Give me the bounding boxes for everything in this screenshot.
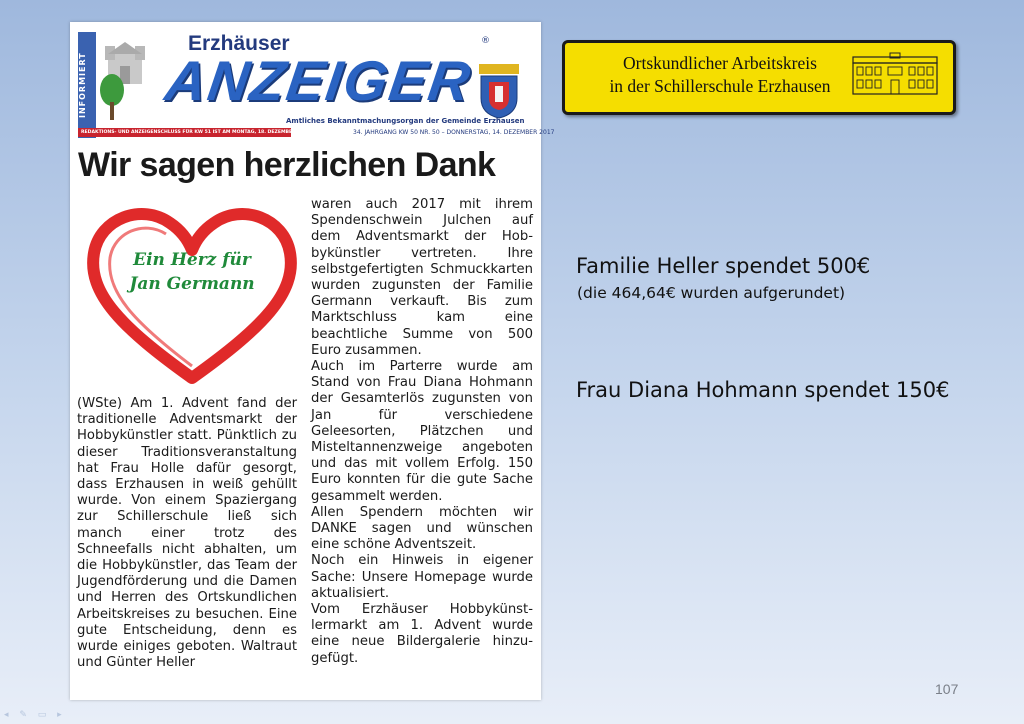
heart-caption-line1: Ein Herz für bbox=[133, 250, 251, 270]
article-column-left bbox=[77, 396, 297, 671]
article-paragraph: Vom Erzhäuser Hobbykünstlermarkt am 1. Advent wurde eine neue Bildergalerie hinzugefügt. bbox=[311, 602, 533, 666]
article-paragraph: waren auch 2017 mit ihrem Spendenschwein Julchen auf dem Adventsmarkt der Hobbykünstler vertreten. Ihre selbstgefertigten Schmuckkarten wurden zugunsten der Familie Germann verkauft. Bis zum Marktschluss kam eine beachtliche Summe von 500 Euro zusammen. bbox=[311, 197, 533, 358]
masthead bbox=[70, 22, 555, 140]
registered-mark: ® bbox=[481, 36, 490, 46]
side-label: INFORMIERT bbox=[78, 32, 96, 138]
newspaper-title-small: Erzhäuser bbox=[188, 32, 290, 55]
school-building-icon bbox=[852, 53, 938, 95]
donation-heller: Familie Heller spendet 500€ bbox=[576, 254, 871, 278]
tree-icon bbox=[98, 72, 126, 122]
issue-info: 34. JAHRGANG KW 50 NR. 50 – DONNERSTAG, 14. DEZEMBER 2017 bbox=[353, 129, 555, 136]
article-paragraph: Auch im Parterre wurde am Stand von Frau Diana Hohmann der Gesamterlös zugunsten von Jan für verschiedene Geleesorten, Plätzchen und Misteltannenzweige angeboten und das mit vollem Erfolg. 150 Euro konnten für die gute Sache gesammelt werden. bbox=[311, 359, 533, 504]
article-headline: Wir sagen herzlichen Dank bbox=[78, 146, 496, 184]
badge-text bbox=[585, 52, 855, 98]
newspaper-clipping bbox=[70, 22, 555, 700]
heart-caption bbox=[112, 248, 272, 296]
page-number: 107 bbox=[935, 681, 959, 697]
article-paragraph: (WSte) Am 1. Advent fand der traditionelle Adventsmarkt der Hobbykünstler statt. Pünktlich zu dieser Traditionsveranstaltung hat Frau Holle dafür gesorgt, dass Erzhausen in weiß gehüllt wurde. Von einem Spaziergang zur Schillerschule ließ sich manch einer trotz des Schneefalls nicht abhalten, um die Hobbykünstler, das Team der Jugendförderung und die Damen und Herren des Ortskundlichen Arbeitskreises zu besuchen. Eine gute Entscheidung, denn es wurde einiges geboten. Waltraut und Günter Heller bbox=[77, 396, 297, 671]
donation-hohmann: Frau Diana Hohmann spendet 150€ bbox=[576, 378, 950, 402]
coat-of-arms-icon bbox=[475, 62, 523, 120]
article-column-right bbox=[311, 197, 533, 667]
article-paragraph: Noch ein Hinweis in eigener Sache: Unsere Homepage wurde aktualisiert. bbox=[311, 553, 533, 601]
badge-line2: in der Schillerschule Erzhausen bbox=[609, 76, 831, 96]
badge-line1: Ortskundlicher Arbeitskreis bbox=[623, 53, 817, 73]
newspaper-subtitle: Amtliches Bekanntmachungsorgan der Gemeinde Erzhausen bbox=[286, 117, 525, 125]
deadline-bar: REDAKTIONS- UND ANZEIGENSCHLUSS FÜR KW 51 IST AM MONTAG, 18. DEZEMBER 2017, 18 UHR bbox=[78, 128, 291, 137]
slide-tools-icon[interactable]: ◂ ✎ ▭ ▸ bbox=[4, 710, 66, 720]
heart-caption-line2: Jan Germann bbox=[129, 274, 255, 294]
organization-badge bbox=[562, 40, 956, 115]
article-paragraph: Allen Spendern möchten wir DANKE sagen und wünschen eine schöne Adventszeit. bbox=[311, 504, 533, 553]
donation-heller-detail: (die 464,64€ wurden aufgerundet) bbox=[577, 284, 846, 302]
newspaper-title-big: ANZEIGER bbox=[161, 49, 476, 112]
